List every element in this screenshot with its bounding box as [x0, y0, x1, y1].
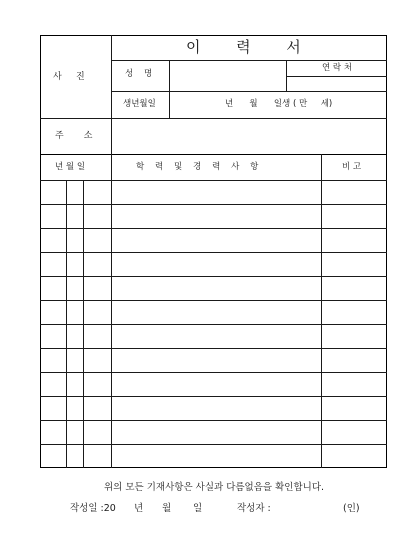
birth-row-line — [111, 118, 387, 119]
history-row-line — [40, 300, 387, 301]
written-day: 일 — [193, 503, 203, 514]
contact-left-line — [286, 60, 287, 91]
col-history-header: 학 력 및 경 력 사 항 — [136, 162, 259, 172]
address-bottom-line — [40, 154, 387, 155]
written-date-label: 작성일 :20 — [70, 503, 116, 514]
history-row-line — [40, 252, 387, 253]
history-row-line — [40, 396, 387, 397]
history-row-line — [40, 228, 387, 229]
history-row-line — [40, 444, 387, 445]
contact-label: 연 락 처 — [322, 63, 353, 73]
photo-label: 사 진 — [53, 72, 85, 82]
confirm-statement: 위의 모든 기재사항은 사실과 다름없음을 확인합니다. — [104, 482, 325, 493]
history-row-line — [40, 348, 387, 349]
history-row-line — [40, 204, 387, 205]
birth-format: 년 월 일생 ( 만 세) — [225, 99, 333, 109]
author-label: 작성자 : — [237, 503, 271, 514]
history-row-line — [40, 372, 387, 373]
col-note-header: 비 고 — [342, 162, 362, 172]
frame-bottom-line — [40, 467, 387, 468]
written-year: 년 — [134, 503, 144, 514]
col-date-header: 년 월 일 — [55, 162, 86, 172]
address-top-line — [40, 118, 112, 119]
title-row-line — [111, 60, 387, 61]
name-label: 성 명 — [125, 69, 153, 79]
seal-mark: (인) — [343, 503, 360, 514]
history-header-line — [40, 180, 387, 181]
contact-inner-line — [286, 76, 387, 77]
birth-label: 생년월일 — [123, 99, 156, 109]
name-row-line — [111, 91, 387, 92]
history-row-line — [40, 420, 387, 421]
history-row-line — [40, 276, 387, 277]
frame-top-line — [40, 35, 387, 36]
form-title: 이 력 서 — [186, 38, 302, 56]
name-label-line — [169, 60, 170, 119]
history-row-line — [40, 324, 387, 325]
photo-right-line — [111, 35, 112, 154]
address-label: 주 소 — [55, 131, 93, 141]
written-month: 월 — [162, 503, 172, 514]
